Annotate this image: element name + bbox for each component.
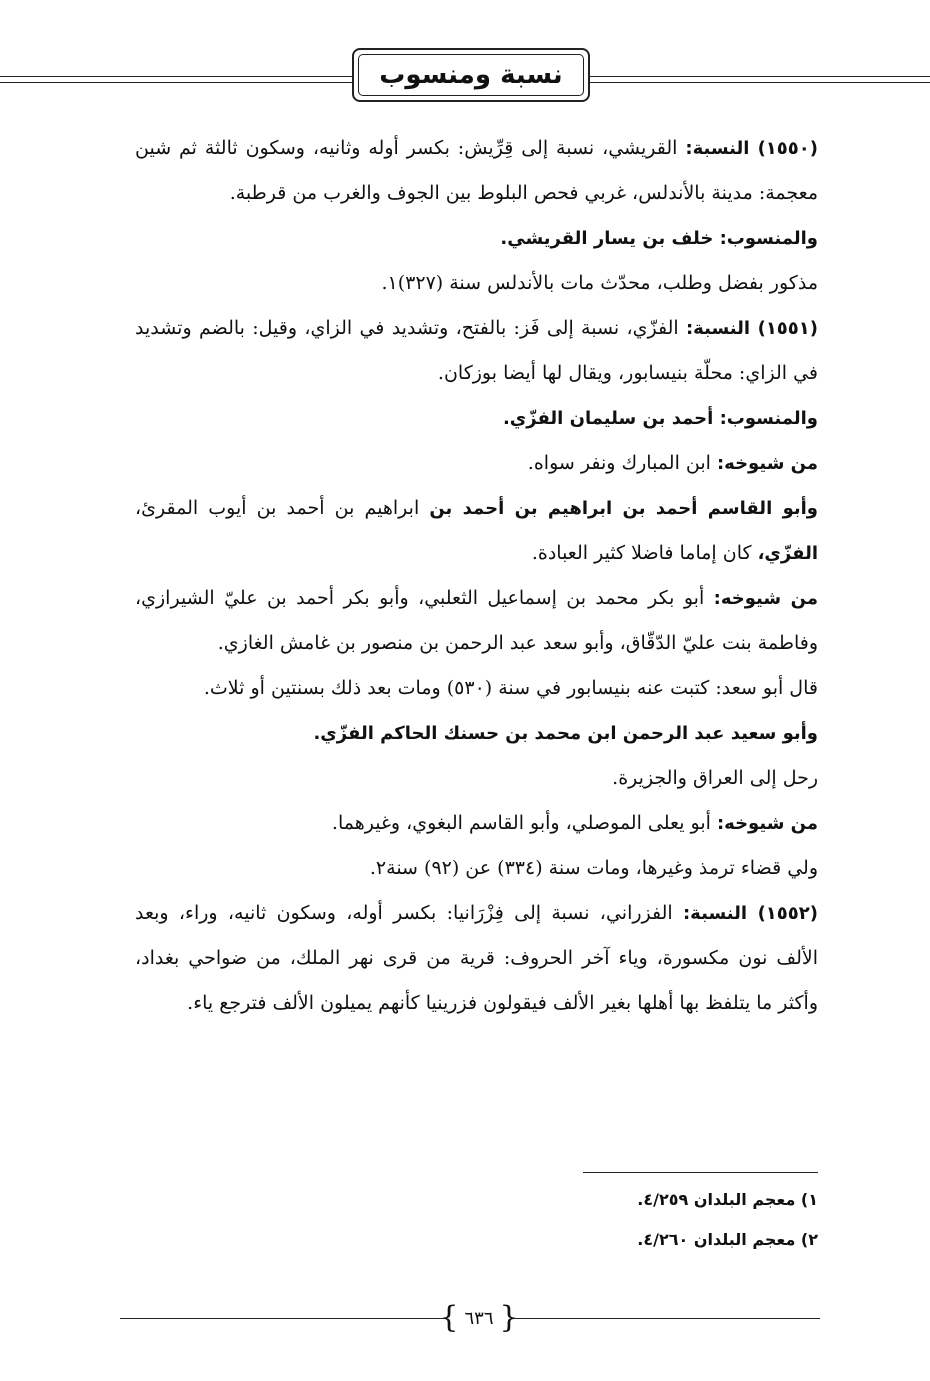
entry-1551-person-2 xyxy=(135,486,818,576)
shuyukh-text: أبو بكر محمد بن إسماعيل الثعلبي، وأبو بكر أحمد بن عليّ الشيرازي، وفاطمة بنت عليّ الدّقّاق، وأبو سعد عبد الرحمن بن منصور بن غامش الغازي. xyxy=(135,587,818,654)
mansub-label: والمنسوب: xyxy=(719,228,818,249)
shuyukh-label: من شيوخه: xyxy=(713,588,819,609)
footnote-2: ٢) معجم البلدان ٤/٢٦٠. xyxy=(637,1230,818,1249)
entry-1551-mansub xyxy=(135,396,818,441)
person-2-lineage: ابراهيم بن أحمد بن أيوب المقرئ، xyxy=(135,497,430,519)
entry-1551-quote: قال أبو سعد: كتبت عنه بنيسابور في سنة (٥٣٠) ومات بعد ذلك بسنتين أو ثلاث. xyxy=(203,677,818,699)
header-rule-right xyxy=(590,76,930,77)
footnote-separator xyxy=(583,1172,818,1173)
header-title-frame xyxy=(352,48,590,102)
page-number-value: ٦٣٦ xyxy=(464,1307,494,1329)
shuyukh-label: من شيوخه: xyxy=(716,453,818,474)
header-title: نسبة ومنسوب xyxy=(358,54,584,96)
entry-1550-text: القريشي، نسبة إلى قِرِّيش: بكسر أوله وثانيه، وسكون ثالثة ثم شين معجمة: مدينة بالأندلس، غربي فحص البلوط بين الجوف والغرب من قرطبة. xyxy=(135,137,818,204)
person-2-name-a: وأبو القاسم أحمد بن ابراهيم بن أحمد بن xyxy=(429,498,818,519)
header-rule-right-lower xyxy=(590,82,930,83)
entry-1551-label: (١٥٥١) النسبة: xyxy=(685,318,818,339)
main-text xyxy=(135,126,818,1026)
entry-1551-shuyukh-3 xyxy=(135,801,818,846)
entry-1551-shuyukh-1 xyxy=(135,441,818,486)
shuyukh-text: ابن المبارك ونفر سواه. xyxy=(527,452,717,474)
entry-1551-death: ولي قضاء ترمذ وغيرها، ومات سنة (٣٣٤) عن (٩٢) سنة٢. xyxy=(369,857,818,879)
mansub-label: والمنسوب: xyxy=(719,408,818,429)
shuyukh-text: أبو يعلى الموصلي، وأبو القاسم البغوي، وغيرهما. xyxy=(331,812,717,834)
entry-1551-text: الفزّي، نسبة إلى فَز: بالفتح، وتشديد في الزاي، وقيل: بالضم وتشديد في الزاي: محلّة بنيسابور، ويقال لها أيضا بوزكان. xyxy=(135,317,818,384)
page-number-rule-right xyxy=(508,1318,820,1319)
header-rule-left-lower xyxy=(0,82,352,83)
mansub-name: أحمد بن سليمان الفزّي. xyxy=(502,408,720,429)
entry-1550-mansub xyxy=(135,216,818,261)
entry-1551-shuyukh-2 xyxy=(135,576,818,666)
person-2-name-b: الفزّي، xyxy=(757,543,818,564)
brace-left-icon: { xyxy=(439,1300,459,1335)
entry-1551 xyxy=(135,306,818,396)
entry-1551-travel: رحل إلى العراق والجزيرة. xyxy=(612,767,818,789)
person-2-desc: كان إماما فاضلا كثير العبادة. xyxy=(531,542,758,564)
person-3-name: وأبو سعيد عبد الرحمن ابن محمد بن حسنك الحاكم الفزّي. xyxy=(313,723,818,744)
entry-1551-person-3 xyxy=(135,711,818,756)
entry-1552-text: الفزراني، نسبة إلى فِزْرَانيا: بكسر أوله، وسكون ثانيه، وراء، وبعد الألف نون مكسورة، وياء آخر الحروف: قرية من قرى نهر الملك، من ضواحي بغداد، وأكثر ما يتلفظ بها أهلها بغير الألف فيقولون فزرينيا كأنهم يميلون الألف فترجع ياء. xyxy=(135,902,818,1014)
entry-1550 xyxy=(135,126,818,216)
mansub-name: خلف بن يسار القريشي. xyxy=(500,228,720,249)
shuyukh-label: من شيوخه: xyxy=(716,813,818,834)
page-number-rule-left xyxy=(120,1318,450,1319)
entry-1550-label: (١٥٥٠) النسبة: xyxy=(685,138,818,159)
entry-1552-label: (١٥٥٢) النسبة: xyxy=(682,903,818,924)
footnotes xyxy=(420,1180,818,1260)
footnote-1: ١) معجم البلدان ٤/٢٥٩. xyxy=(637,1190,818,1209)
entry-1552 xyxy=(135,891,818,1026)
entry-1550-note: مذكور بفضل وطلب، محدّث مات بالأندلس سنة (٣٢٧)١. xyxy=(381,272,818,294)
brace-right-icon: } xyxy=(499,1300,519,1335)
header-rule-left xyxy=(0,76,352,77)
page-number xyxy=(439,1300,519,1336)
